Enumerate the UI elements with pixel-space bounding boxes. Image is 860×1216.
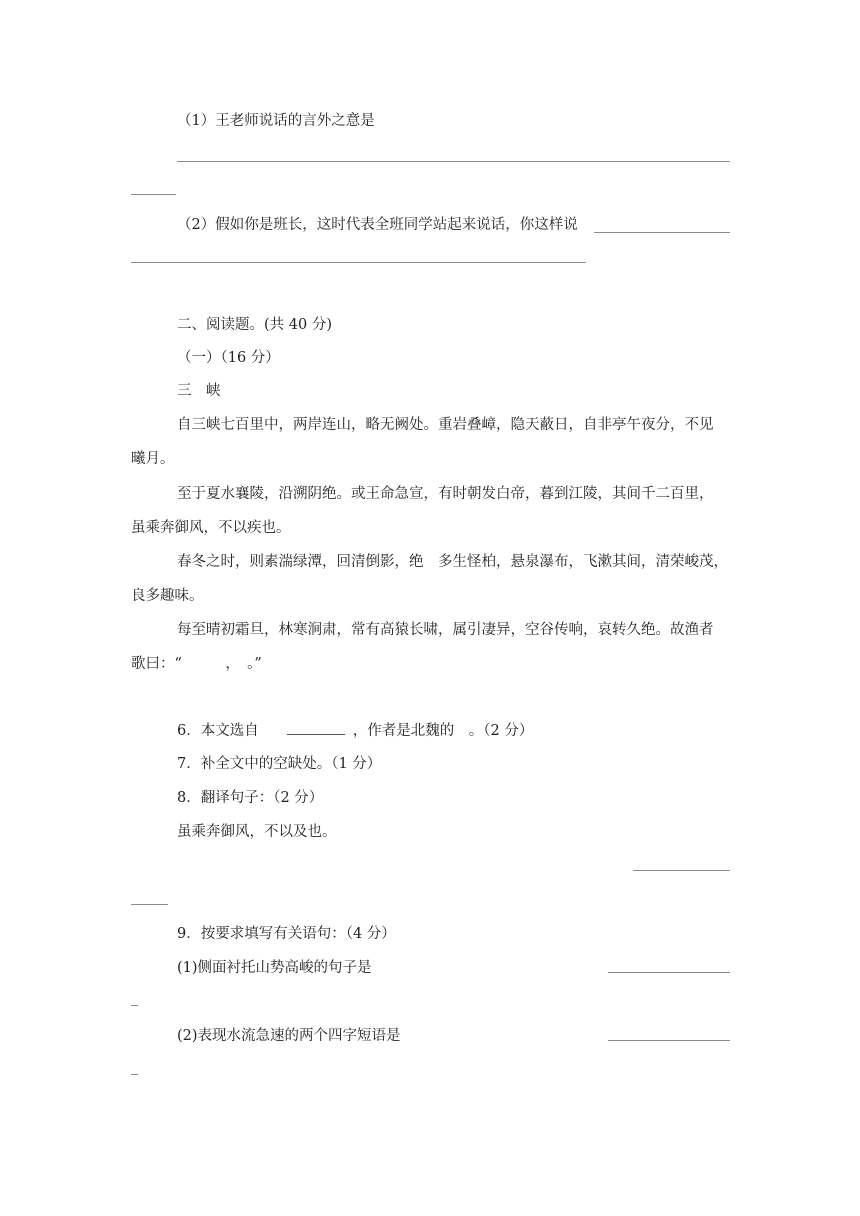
question-9-2: (2)表现水流急速的两个四字短语是 [177,1028,401,1044]
question-9-1: (1)侧面衬托山势高峻的句子是 [177,960,372,976]
subsection-heading: （一）（16 分） [177,350,280,366]
passage-line: 虽乘奔御风，不以疾也。 [131,520,291,536]
question-6-suffix: ，作者是北魏的 。（2 分） [352,723,534,739]
answer-line[interactable] [131,262,586,263]
answer-blank[interactable] [287,720,345,735]
passage-line: 自三峡七百里中，两岸连山，略无阙处。重岩叠嶂，隐天蔽日，自非亭午夜分，不见 [177,417,714,433]
passage-line: 每至晴初霜旦，林寒涧肃，常有高猿长啸，属引凄异，空谷传响，哀转久绝。故渔者 [177,622,714,638]
question-8: 8．翻译句子：（2 分） [177,790,324,806]
answer-line[interactable] [131,904,168,905]
question-9: 9．按要求填写有关语句：（4 分） [177,926,396,942]
passage-line: 至于夏水襄陵，沿溯阴绝。或王命急宣，有时朝发白帝，暮到江陵，其间千二百里， [177,486,714,502]
question-2-text: （2）假如你是班长，这时代表全班同学站起来说话，你这样说 [177,217,578,233]
passage-line: 曦月。 [131,451,175,467]
question-6 [177,720,533,741]
question-8-sentence: 虽乘奔御风，不以及也。 [177,824,337,840]
passage-title: 三 峡 [177,383,221,399]
passage-line: 春冬之时，则素湍绿潭，回清倒影，绝 多生怪柏，悬泉瀑布，飞漱其间，清荣峻茂， [177,554,728,570]
passage-line: 良多趣味。 [131,588,204,604]
question-1-text: （1）王老师说话的言外之意是 [177,113,375,129]
question-6-prefix: 6．本文选自 [177,723,259,739]
answer-line[interactable] [131,194,176,195]
section-heading: 二、阅读题。(共 40 分) [177,317,332,333]
answer-line[interactable] [594,232,730,233]
answer-line[interactable] [608,1040,730,1041]
answer-line[interactable] [131,1005,138,1006]
question-7: 7．补全文中的空缺处。（1 分） [177,756,382,772]
answer-line[interactable] [608,972,730,973]
answer-line[interactable] [131,1074,138,1075]
answer-line[interactable] [177,161,730,162]
answer-line[interactable] [633,870,730,871]
passage-line: 歌曰：“ ， 。” [131,656,262,672]
